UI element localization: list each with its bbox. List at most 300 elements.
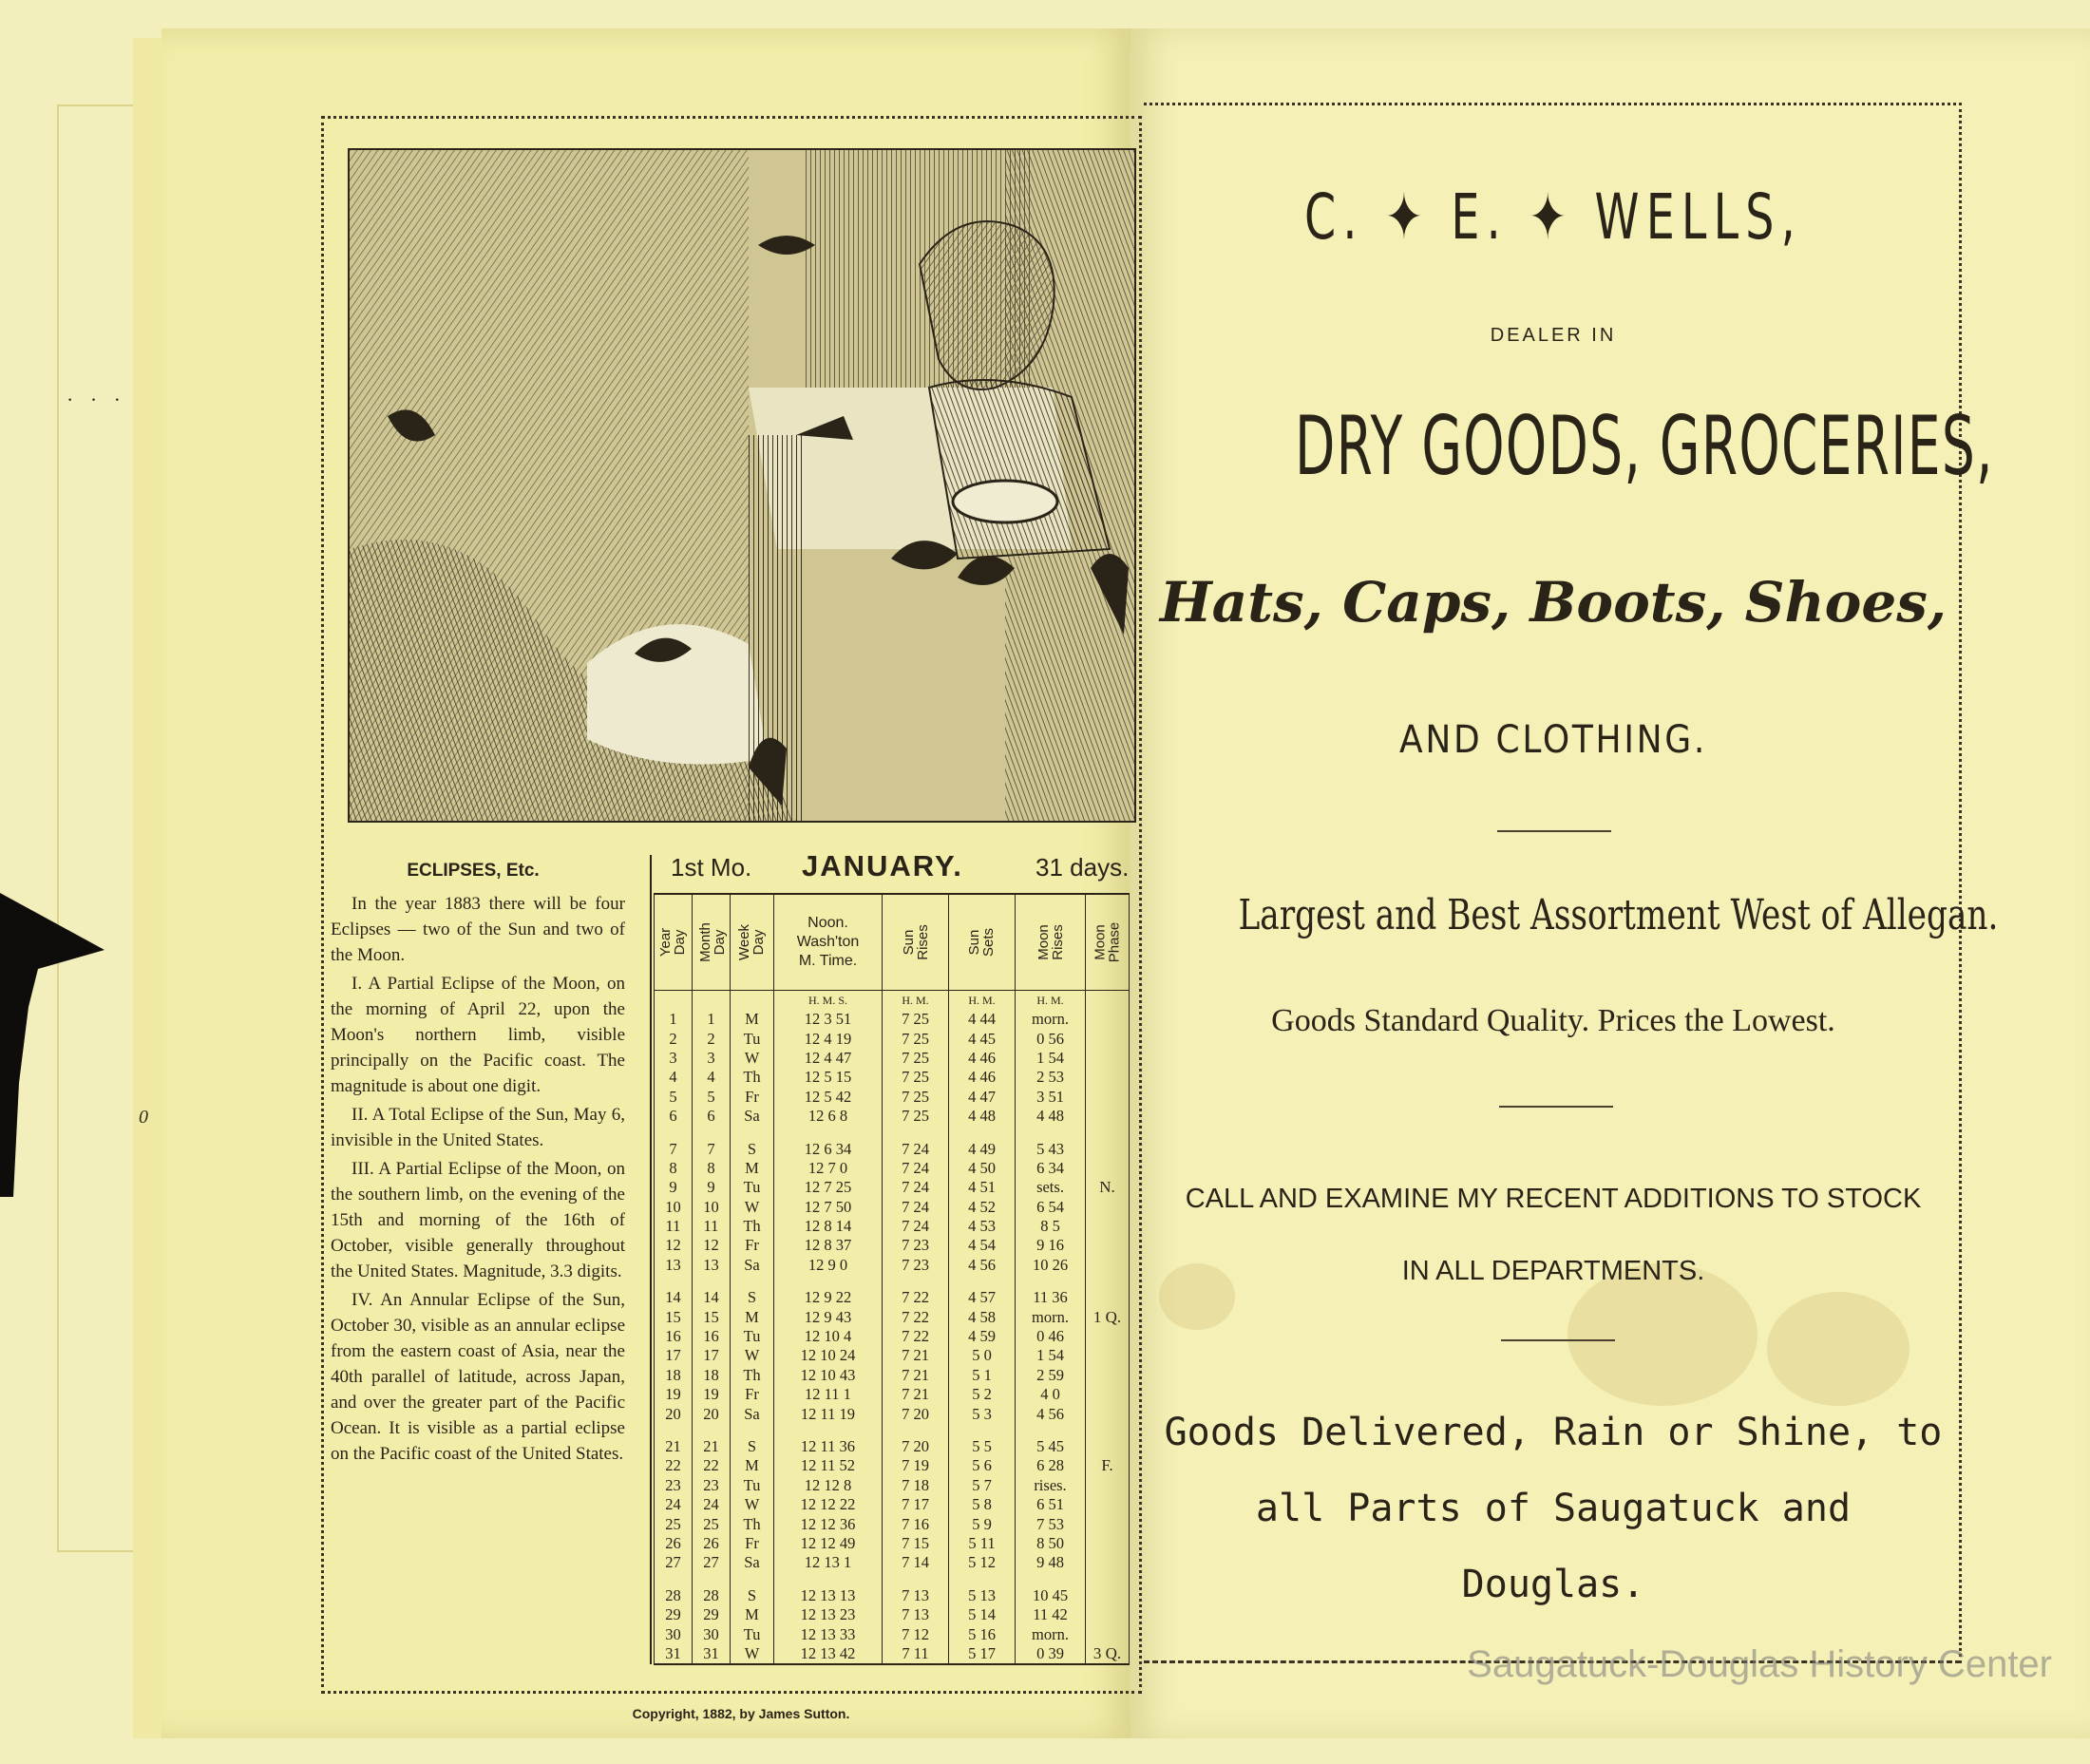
- table-cell: 26: [655, 1534, 693, 1553]
- table-cell: 5 6: [949, 1456, 1016, 1475]
- table-cell: M: [731, 1307, 774, 1326]
- table-cell: 6: [693, 1107, 731, 1126]
- table-cell: 10 26: [1016, 1256, 1086, 1275]
- table-cell: 4 56: [949, 1256, 1016, 1275]
- col-header: Month Day: [693, 894, 731, 991]
- gap-cell: [949, 1275, 1016, 1288]
- table-cell: 6: [655, 1107, 693, 1126]
- table-row: [655, 1217, 1130, 1236]
- table-cell: 12 11 19: [774, 1404, 883, 1423]
- water-stain: [1767, 1292, 1910, 1406]
- table-cell: M: [731, 1605, 774, 1624]
- calendar-table: [654, 893, 1130, 1665]
- table-row: [655, 1456, 1130, 1475]
- table-cell: 12 10 43: [774, 1366, 883, 1385]
- table-cell: Th: [731, 1068, 774, 1087]
- table-cell: [1086, 1217, 1130, 1236]
- gap-cell: [1016, 1126, 1086, 1139]
- col-header: Sun Sets: [949, 894, 1016, 991]
- assortment-line: Largest and Best Assortment West of Allegan.: [1238, 891, 1999, 939]
- col-header: Year Day: [655, 894, 693, 991]
- gap-cell: [731, 1275, 774, 1288]
- table-cell: 12 6 8: [774, 1107, 883, 1126]
- table-cell: 7 13: [883, 1586, 949, 1605]
- table-row: [655, 1107, 1130, 1126]
- table-cell: 7 25: [883, 1029, 949, 1048]
- table-cell: 11 36: [1016, 1288, 1086, 1307]
- table-cell: 7 20: [883, 1404, 949, 1423]
- gap-cell: [774, 1126, 883, 1139]
- gap-cell: [693, 1126, 731, 1139]
- table-cell: 7 12: [883, 1624, 949, 1643]
- table-cell: 2: [655, 1029, 693, 1048]
- table-cell: 12 13 23: [774, 1605, 883, 1624]
- table-cell: 2 53: [1016, 1068, 1086, 1087]
- table-cell: 7 24: [883, 1159, 949, 1178]
- table-cell: 5 12: [949, 1553, 1016, 1572]
- table-cell: 5 43: [1016, 1139, 1086, 1158]
- table-cell: 4 51: [949, 1178, 1016, 1197]
- table-cell: [1086, 1605, 1130, 1624]
- table-cell: Tu: [731, 1476, 774, 1495]
- table-cell: 12 4 47: [774, 1049, 883, 1068]
- gap-cell: [949, 1126, 1016, 1139]
- table-cell: 7 11: [883, 1644, 949, 1664]
- table-cell: 25: [655, 1514, 693, 1533]
- divider-rule: [1499, 1106, 1613, 1108]
- units-cell: H. M. S.: [774, 991, 883, 1011]
- col-header: Week Day: [731, 894, 774, 991]
- table-cell: 12 9 0: [774, 1256, 883, 1275]
- call-line: CALL AND EXAMINE MY RECENT ADDITIONS TO STOCK: [1185, 1184, 1922, 1214]
- table-cell: Tu: [731, 1178, 774, 1197]
- table-cell: [1086, 1476, 1130, 1495]
- table-cell: 28: [693, 1586, 731, 1605]
- table-cell: 21: [655, 1437, 693, 1456]
- table-cell: 12 13 42: [774, 1644, 883, 1664]
- table-cell: 2 59: [1016, 1366, 1086, 1385]
- table-cell: 12 7 50: [774, 1198, 883, 1217]
- table-cell: [1086, 1327, 1130, 1346]
- col-header: Moon Phase: [1086, 894, 1130, 991]
- table-row: [655, 1514, 1130, 1533]
- gap-cell: [774, 1573, 883, 1586]
- table-row: [655, 1288, 1130, 1307]
- table-cell: 4 53: [949, 1217, 1016, 1236]
- table-cell: 5 9: [949, 1514, 1016, 1533]
- table-cell: 7 24: [883, 1198, 949, 1217]
- table-cell: 4 57: [949, 1288, 1016, 1307]
- table-cell: 22: [655, 1456, 693, 1475]
- table-cell: morn.: [1016, 1624, 1086, 1643]
- table-cell: 5 7: [949, 1476, 1016, 1495]
- table-cell: 12 12 36: [774, 1514, 883, 1533]
- table-cell: 5 2: [949, 1385, 1016, 1404]
- table-cell: 5 3: [949, 1404, 1016, 1423]
- table-cell: 7 21: [883, 1346, 949, 1365]
- engraving-illustration: [348, 148, 1136, 823]
- table-cell: 5 11: [949, 1534, 1016, 1553]
- table-cell: 27: [655, 1553, 693, 1572]
- table-row: [655, 1049, 1130, 1068]
- table-cell: [1086, 1068, 1130, 1087]
- week-gap: [655, 1424, 1130, 1437]
- units-row: [655, 991, 1130, 1011]
- table-cell: 7 25: [883, 1088, 949, 1107]
- delivery-notice: [1150, 1394, 1957, 1622]
- units-cell: H. M.: [883, 991, 949, 1011]
- table-cell: [1086, 1514, 1130, 1533]
- clothing-line: AND CLOTHING.: [1398, 718, 1707, 762]
- table-cell: Sa: [731, 1404, 774, 1423]
- table-cell: 12 10 24: [774, 1346, 883, 1365]
- table-row: [655, 1586, 1130, 1605]
- table-cell: 8 50: [1016, 1534, 1086, 1553]
- table-cell: 27: [693, 1553, 731, 1572]
- col-header: Moon Rises: [1016, 894, 1086, 991]
- table-cell: 12 13 1: [774, 1553, 883, 1572]
- table-cell: 12 13 13: [774, 1586, 883, 1605]
- table-cell: 12 13 33: [774, 1624, 883, 1643]
- table-cell: 1 54: [1016, 1049, 1086, 1068]
- table-cell: 4 45: [949, 1029, 1016, 1048]
- table-cell: 29: [655, 1605, 693, 1624]
- table-cell: 7 13: [883, 1605, 949, 1624]
- eclipses-title: ECLIPSES, Etc.: [407, 861, 540, 881]
- table-cell: 7 15: [883, 1534, 949, 1553]
- table-cell: 7 22: [883, 1327, 949, 1346]
- table-cell: 7 24: [883, 1217, 949, 1236]
- table-cell: 7 21: [883, 1366, 949, 1385]
- table-cell: Fr: [731, 1088, 774, 1107]
- table-cell: 7 25: [883, 1107, 949, 1126]
- table-cell: W: [731, 1644, 774, 1664]
- table-row: [655, 1553, 1130, 1572]
- table-cell: [1086, 1107, 1130, 1126]
- table-cell: Fr: [731, 1385, 774, 1404]
- table-cell: Th: [731, 1514, 774, 1533]
- table-cell: 7 22: [883, 1307, 949, 1326]
- table-cell: M: [731, 1159, 774, 1178]
- table-cell: 14: [655, 1288, 693, 1307]
- divider-rule: [1497, 830, 1611, 832]
- table-row: [655, 1605, 1130, 1624]
- table-row: [655, 1644, 1130, 1664]
- eclipses-paragraph: I. A Partial Eclipse of the Moon, on the morning of April 22, upon the Moon's northern limb, visible principally on the Pacific coast. The magnitude is about one digit.: [331, 974, 625, 1096]
- table-cell: 11 42: [1016, 1605, 1086, 1624]
- table-cell: 4 0: [1016, 1385, 1086, 1404]
- table-cell: 4 56: [1016, 1404, 1086, 1423]
- table-cell: 7 53: [1016, 1514, 1086, 1533]
- table-cell: 12 12 49: [774, 1534, 883, 1553]
- table-cell: morn.: [1016, 1010, 1086, 1029]
- gap-cell: [655, 1573, 693, 1586]
- table-cell: 7 25: [883, 1049, 949, 1068]
- table-row: [655, 1068, 1130, 1087]
- table-row: [655, 1327, 1130, 1346]
- table-cell: 12 9 22: [774, 1288, 883, 1307]
- table-row: [655, 1366, 1130, 1385]
- table-cell: [1086, 1010, 1130, 1029]
- table-cell: 12 10 4: [774, 1327, 883, 1346]
- table-cell: 30: [655, 1624, 693, 1643]
- table-row: [655, 1495, 1130, 1514]
- eclipses-paragraph: IV. An Annular Eclipse of the Sun, October 30, visible as an annular eclipse from the eastern coast of Asia, near the 40th parallel of latitude, across Japan, and over the greater part of the Pacific Ocean. It is visible as a partial eclipse on the Pacific coast of the United States.: [331, 1290, 625, 1464]
- gap-cell: [949, 1424, 1016, 1437]
- table-cell: 7 25: [883, 1068, 949, 1087]
- table-cell: 6 51: [1016, 1495, 1086, 1514]
- table-cell: 24: [693, 1495, 731, 1514]
- table-cell: 23: [655, 1476, 693, 1495]
- table-cell: 23: [693, 1476, 731, 1495]
- binding-tab: [0, 893, 104, 1197]
- table-cell: 28: [655, 1586, 693, 1605]
- table-cell: [1086, 1437, 1130, 1456]
- table-cell: N.: [1086, 1178, 1130, 1197]
- table-cell: M: [731, 1456, 774, 1475]
- table-cell: [1086, 1288, 1130, 1307]
- table-cell: 5 13: [949, 1586, 1016, 1605]
- table-cell: Tu: [731, 1029, 774, 1048]
- table-cell: 9 16: [1016, 1236, 1086, 1255]
- table-cell: S: [731, 1288, 774, 1307]
- table-row: [655, 1029, 1130, 1048]
- table-cell: 8 5: [1016, 1217, 1086, 1236]
- table-cell: Tu: [731, 1327, 774, 1346]
- table-cell: 31: [693, 1644, 731, 1664]
- table-cell: [1086, 1495, 1130, 1514]
- table-cell: [1086, 1534, 1130, 1553]
- table-cell: [1086, 1088, 1130, 1107]
- call-to-examine: [1150, 1163, 1957, 1307]
- ink-specks: · · ·: [66, 388, 126, 411]
- table-cell: 31: [655, 1644, 693, 1664]
- table-row: [655, 1088, 1130, 1107]
- table-cell: 12 7 25: [774, 1178, 883, 1197]
- table-cell: 11: [655, 1217, 693, 1236]
- gap-cell: [1086, 1573, 1130, 1586]
- month-days: 31 days.: [1036, 853, 1130, 882]
- table-cell: 12 3 51: [774, 1010, 883, 1029]
- table-cell: 4 59: [949, 1327, 1016, 1346]
- table-cell: 0 46: [1016, 1327, 1086, 1346]
- table-cell: 12 7 0: [774, 1159, 883, 1178]
- table-cell: 4 50: [949, 1159, 1016, 1178]
- call-line: IN ALL DEPARTMENTS.: [1401, 1256, 1705, 1286]
- table-cell: 11: [693, 1217, 731, 1236]
- table-cell: 12 12 22: [774, 1495, 883, 1514]
- gap-cell: [693, 1573, 731, 1586]
- table-row: [655, 1624, 1130, 1643]
- table-cell: 4 48: [949, 1107, 1016, 1126]
- table-cell: 1 54: [1016, 1346, 1086, 1365]
- table-cell: 4 48: [1016, 1107, 1086, 1126]
- table-row: [655, 1437, 1130, 1456]
- table-cell: 6 34: [1016, 1159, 1086, 1178]
- gap-cell: [731, 1126, 774, 1139]
- gap-cell: [883, 1573, 949, 1586]
- table-cell: [1086, 1586, 1130, 1605]
- table-cell: 24: [655, 1495, 693, 1514]
- gap-cell: [655, 1126, 693, 1139]
- table-cell: 7 20: [883, 1437, 949, 1456]
- table-cell: Th: [731, 1217, 774, 1236]
- delivery-line: Douglas.: [1461, 1563, 1645, 1606]
- table-cell: 3: [655, 1049, 693, 1068]
- table-cell: 13: [693, 1256, 731, 1275]
- table-cell: 30: [693, 1624, 731, 1643]
- units-cell: [655, 991, 693, 1011]
- table-cell: 15: [655, 1307, 693, 1326]
- table-cell: 7: [655, 1139, 693, 1158]
- gap-cell: [1086, 1424, 1130, 1437]
- back-cover-edge: [57, 104, 144, 1552]
- table-row: [655, 1139, 1130, 1158]
- table-cell: 12 8 37: [774, 1236, 883, 1255]
- units-cell: H. M.: [1016, 991, 1086, 1011]
- table-cell: 7 16: [883, 1514, 949, 1533]
- table-cell: [1086, 1049, 1130, 1068]
- eclipses-paragraph: In the year 1883 there will be four Eclipses — two of the Sun and two of the Moon.: [331, 894, 625, 965]
- table-cell: 16: [655, 1327, 693, 1346]
- table-cell: 14: [693, 1288, 731, 1307]
- eclipses-paragraph: III. A Partial Eclipse of the Moon, on the southern limb, on the evening of the 15th and morning of the 16th of October, visible generally throughout the United States. Magnitude, 3.3 digits.: [331, 1159, 625, 1281]
- table-cell: Fr: [731, 1236, 774, 1255]
- table-cell: 4: [655, 1068, 693, 1087]
- table-cell: [1086, 1236, 1130, 1255]
- eclipses-paragraph: II. A Total Eclipse of the Sun, May 6, invisible in the United States.: [331, 1105, 625, 1150]
- table-cell: 12 6 34: [774, 1139, 883, 1158]
- table-cell: W: [731, 1049, 774, 1068]
- table-cell: 15: [693, 1307, 731, 1326]
- table-cell: 12 11 52: [774, 1456, 883, 1475]
- merchant-name: C. ✦ E. ✦ WELLS,: [1304, 180, 1802, 254]
- week-gap: [655, 1275, 1130, 1288]
- table-cell: 20: [655, 1404, 693, 1423]
- table-cell: 5 1: [949, 1366, 1016, 1385]
- table-cell: 7: [693, 1139, 731, 1158]
- table-row: [655, 1404, 1130, 1423]
- table-cell: Sa: [731, 1256, 774, 1275]
- table-cell: Sa: [731, 1107, 774, 1126]
- table-cell: 12 12 8: [774, 1476, 883, 1495]
- week-gap: [655, 1126, 1130, 1139]
- table-cell: 7 23: [883, 1256, 949, 1275]
- table-row: [655, 1010, 1130, 1029]
- gap-cell: [693, 1275, 731, 1288]
- watermark: Saugatuck-Douglas History Center: [1467, 1643, 2052, 1685]
- dealer-in: DEALER IN: [1490, 325, 1617, 346]
- table-cell: 1 Q.: [1086, 1307, 1130, 1326]
- table-cell: 7 17: [883, 1495, 949, 1514]
- table-cell: Tu: [731, 1624, 774, 1643]
- gap-cell: [1016, 1573, 1086, 1586]
- table-cell: 13: [655, 1256, 693, 1275]
- units-cell: [693, 991, 731, 1011]
- table-cell: 12 5 42: [774, 1088, 883, 1107]
- table-cell: 9 48: [1016, 1553, 1086, 1572]
- table-cell: 5: [693, 1088, 731, 1107]
- table-cell: 7 19: [883, 1456, 949, 1475]
- copyright: Copyright, 1882, by James Sutton.: [632, 1706, 850, 1721]
- table-cell: 4 44: [949, 1010, 1016, 1029]
- delivery-line: Goods Delivered, Rain or Shine, to: [1164, 1411, 1943, 1454]
- table-row: [655, 1476, 1130, 1495]
- table-cell: 21: [693, 1437, 731, 1456]
- column-divider: [650, 855, 652, 1664]
- table-cell: 5: [655, 1088, 693, 1107]
- gap-cell: [883, 1275, 949, 1288]
- table-cell: 20: [693, 1404, 731, 1423]
- delivery-line: all Parts of Saugatuck and: [1255, 1487, 1852, 1530]
- table-cell: 5 16: [949, 1624, 1016, 1643]
- units-cell: H. M.: [949, 991, 1016, 1011]
- table-cell: F.: [1086, 1456, 1130, 1475]
- table-row: [655, 1385, 1130, 1404]
- table-cell: 12: [693, 1236, 731, 1255]
- table-row: [655, 1534, 1130, 1553]
- table-row: [655, 1346, 1130, 1365]
- stray-mark: 0: [139, 1107, 148, 1128]
- gap-cell: [949, 1573, 1016, 1586]
- table-cell: [1086, 1366, 1130, 1385]
- gap-cell: [774, 1424, 883, 1437]
- gap-cell: [693, 1424, 731, 1437]
- table-cell: 0 39: [1016, 1644, 1086, 1664]
- table-cell: [1086, 1624, 1130, 1643]
- table-cell: 5 45: [1016, 1437, 1086, 1456]
- month-title: JANUARY.: [802, 849, 963, 882]
- table-cell: 18: [693, 1366, 731, 1385]
- table-cell: 12: [655, 1236, 693, 1255]
- table-cell: 5 5: [949, 1437, 1016, 1456]
- table-cell: morn.: [1016, 1307, 1086, 1326]
- table-cell: 5 0: [949, 1346, 1016, 1365]
- table-cell: sets.: [1016, 1178, 1086, 1197]
- table-cell: 10: [693, 1198, 731, 1217]
- eclipses-text: [331, 891, 625, 1470]
- gap-cell: [1086, 1126, 1130, 1139]
- table-cell: S: [731, 1437, 774, 1456]
- table-cell: [1086, 1198, 1130, 1217]
- units-cell: [1086, 991, 1130, 1011]
- table-cell: [1086, 1256, 1130, 1275]
- divider-rule: [1501, 1339, 1615, 1341]
- table-cell: 19: [655, 1385, 693, 1404]
- gap-cell: [731, 1424, 774, 1437]
- table-cell: 6 28: [1016, 1456, 1086, 1475]
- table-cell: 4 46: [949, 1068, 1016, 1087]
- table-cell: 5 14: [949, 1605, 1016, 1624]
- table-cell: 12 8 14: [774, 1217, 883, 1236]
- table-cell: 7 24: [883, 1178, 949, 1197]
- table-cell: 7 14: [883, 1553, 949, 1572]
- table-cell: 7 23: [883, 1236, 949, 1255]
- table-row: [655, 1159, 1130, 1178]
- table-cell: [1086, 1404, 1130, 1423]
- units-cell: [731, 991, 774, 1011]
- table-cell: 10 45: [1016, 1586, 1086, 1605]
- table-cell: [1086, 1139, 1130, 1158]
- table-cell: 2: [693, 1029, 731, 1048]
- table-cell: 4: [693, 1068, 731, 1087]
- table-cell: 12 11 36: [774, 1437, 883, 1456]
- items-line: Hats, Caps, Boots, Shoes,: [1159, 570, 1948, 635]
- table-cell: 10: [655, 1198, 693, 1217]
- table-row: [655, 1178, 1130, 1197]
- table-cell: 0 56: [1016, 1029, 1086, 1048]
- table-cell: 12 11 1: [774, 1385, 883, 1404]
